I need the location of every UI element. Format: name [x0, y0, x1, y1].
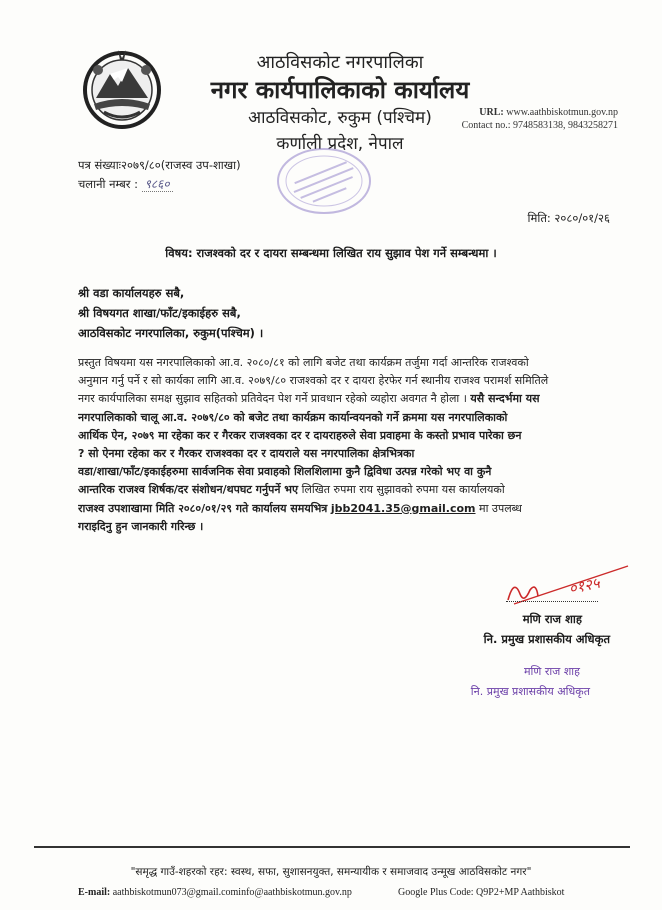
svg-text:०१२५: ०१२५ — [567, 573, 602, 598]
office-seal-stamp — [274, 146, 374, 216]
body-bold-text: वडा/शाखा/फाँट/इकाईहरुमा सार्वजनिक सेवा प्रवाहको शिलशिलामा कुनै द्विविधा उत्पन्न गरेको भए वा कुनै — [78, 465, 492, 479]
addressee-line: श्री वडा कार्यालयहरु सबै, — [78, 286, 185, 300]
body-bold-text: गराइदिनु हुन जानकारी गरिन्छ । — [78, 519, 204, 533]
province-country: कर्णाली प्रदेश, नेपाल — [276, 134, 404, 154]
footer-divider — [34, 846, 630, 848]
body-line — [78, 446, 608, 462]
signature-line — [506, 598, 598, 602]
body-line — [78, 373, 608, 389]
body-text: अनुमान गर्नु पर्ने र सो कार्यका लागि आ.व. २०७९/८० राजश्वको दर र दायरा हेरफेर गर्न स्थानीय राजश्व परामर्श समितिले — [78, 374, 549, 388]
stamp-title: नि. प्रमुख प्रशासकीय अधिकृत — [470, 685, 590, 698]
footer-slogan: "समृद्ध गाउँ-शहरको रहर: स्वस्थ, सफा, सुशासनयुक्त, समन्यायीक र समाजवाद उन्मूख आठविसकोट नगर" — [130, 866, 532, 878]
email-link[interactable]: jbb2041.35@gmail.com — [330, 501, 476, 515]
letter-subject: विषय: राजश्वको दर र दायरा सम्बन्धमा लिखित राय सुझाव पेश गर्ने सम्बन्धमा । — [165, 246, 497, 260]
body-line — [78, 391, 608, 407]
body-bold-text: राजश्व उपशाखामा मिति २०८०/०१/२९ गते कार्यालय समयभित्र — [78, 501, 328, 515]
footer-plus-code: Google Plus Code: Q9P2+MP Aathbiskot — [398, 887, 565, 898]
body-line — [78, 501, 608, 517]
dispatch-value: ९८६० — [142, 177, 173, 192]
body-line — [78, 519, 608, 535]
nepal-emblem-icon — [80, 46, 164, 130]
letter-date — [527, 211, 610, 226]
contact-label: Contact no.: — [461, 120, 511, 131]
body-text: मा उपलब्ध — [475, 501, 522, 515]
addressee-line: श्री विषयगत शाखा/फाँट/इकाईहरु सबै, — [78, 306, 241, 320]
body-line — [78, 464, 608, 480]
body-text: प्रस्तुत विषयमा यस नगरपालिकाको आ.व. २०८०/८१ को लागि बजेट तथा कार्यक्रम तर्जुमा गर्दा आन्तरिक राजश्वको — [78, 356, 529, 369]
body-bold-text: आन्तरिक राजश्व शिर्षक/दर संशोधन/थपघट गर्नुपर्ने भए — [78, 483, 299, 497]
header-contact — [462, 106, 618, 132]
url-line — [462, 106, 618, 119]
website-url[interactable]: www.aathbiskotmun.gov.np — [506, 107, 618, 118]
signatory-title: नि. प्रमुख प्रशासकीय अधिकृत — [483, 632, 610, 646]
office-location: आठविसकोट, रुकुम (पश्चिम) — [248, 108, 432, 128]
email-label: E-mail: — [78, 887, 111, 898]
body-line — [78, 355, 608, 371]
body-line — [78, 482, 608, 498]
reference-number — [78, 158, 241, 173]
addressee-line: आठविसकोट नगरपालिका, रुकुम(पश्चिम) । — [78, 326, 264, 340]
handwritten-signature — [478, 560, 638, 616]
reference-label: पत्र संख्याः — [78, 158, 122, 172]
body-line — [78, 428, 608, 444]
date-label: मिति: — [527, 211, 551, 225]
contact-numbers: 9748583138, 9843258271 — [513, 120, 618, 131]
dispatch-label: चलानी नम्बर : — [78, 177, 139, 191]
signatory-name: मणि राज शाह — [522, 612, 582, 626]
body-text: नगर कार्यपालिका समक्ष सुझाव सहितको प्रतिवेदन पेश गर्ने प्रावधान रहेको व्यहोरा अवगत नै होला । — [78, 392, 467, 406]
body-bold-text: यसै सन्दर्भमा यस — [470, 392, 540, 406]
footer-email — [78, 887, 352, 898]
phone-line — [462, 119, 618, 132]
body-line — [78, 410, 608, 426]
email-addresses[interactable]: aathbiskotmun073@gmail.cominfo@aathbiskotmun.gov.np — [112, 887, 352, 898]
office-name: नगर कार्यपालिकाको कार्यालय — [210, 76, 470, 104]
stamp-name: मणि राज शाह — [523, 665, 580, 678]
dispatch-number — [78, 175, 173, 192]
date-value: २०८०/०१/२६ — [554, 211, 610, 225]
body-bold-text: आर्थिक ऐन, २०७९ मा रहेका कर र गैरकर राजश्वका दर र दायराहरुले सेवा प्रवाहमा के कस्तो प्रभाव पारेका छन — [78, 428, 522, 442]
body-bold-text: नगरपालिकाको चालू आ.व. २०७९/८० को बजेट तथा कार्यक्रम कार्यान्वयनको गर्ने क्रममा यस नगरपालिकाको — [78, 410, 508, 424]
municipality-name: आठविसकोट नगरपालिका — [256, 52, 424, 73]
reference-value: २०७९/८०(राजस्व उप-शाखा) — [121, 158, 241, 172]
body-bold-text: ? सो ऐनमा रहेका कर र गैरकर राजश्वका दर र दायराले यस नगरपालिका क्षेत्रभित्रका — [78, 447, 415, 460]
body-text: लिखित रुपमा राय सुझावको रुपमा यस कार्यालयको — [298, 483, 505, 497]
url-label: URL: — [479, 107, 504, 118]
